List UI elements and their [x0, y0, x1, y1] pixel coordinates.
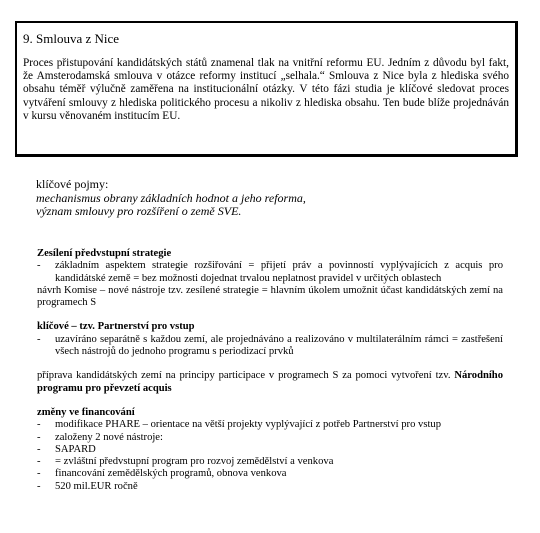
list-item-text: = zvláštní předvstupní program pro rozvoj zemědělství a venkova — [55, 456, 334, 468]
list-dash: - — [37, 468, 41, 480]
list-item — [37, 334, 503, 359]
key-terms — [36, 178, 504, 219]
paragraph: návrh Komise – nové nástroje tzv. zesílené strategie = hlavním úkolem umožnit účast kandidátských zemí na programech S — [37, 284, 503, 309]
list-item — [37, 432, 503, 444]
list-dash: - — [37, 419, 41, 431]
list-item — [37, 468, 503, 480]
list-item-text: financování zemědělských programů, obnova venkova — [55, 468, 287, 480]
key-term: mechanismus obrany základních hodnot a jeho reforma, — [36, 190, 306, 205]
list-item — [37, 456, 503, 468]
list-item-text: založeny 2 nové nástroje: — [55, 431, 163, 443]
list-dash: - — [37, 333, 41, 345]
list-item — [37, 260, 503, 285]
intro-box — [15, 21, 518, 157]
list-item-text: modifikace PHARE – orientace na větší projekty vyplývající z potřeb Partnerství pro vstup — [55, 419, 441, 431]
list-dash: - — [37, 443, 41, 455]
list-dash: - — [37, 480, 41, 492]
paragraph-text: příprava kandidátských zemí na principy participace v programech S za pomoci vytvoření tzv. — [37, 370, 455, 382]
list-item — [37, 444, 503, 456]
list-dash: - — [37, 431, 41, 443]
list-item-text: základním aspektem strategie rozšiřování = přijetí práv a povinností vyplývajících z acquis pro kandidátské země = bez možnosti dojednat trvalou neplatnost pravidel v určitých oblastech — [55, 260, 503, 284]
list-item — [37, 419, 503, 431]
chapter-title: 9. Smlouva z Nice — [23, 31, 120, 46]
paragraph — [37, 370, 503, 395]
section-heading: změny ve financování — [37, 406, 135, 418]
list-item-text: 520 mil.EUR ročně — [55, 480, 138, 492]
intro-text: Proces přistupování kandidátských států znamenal tlak na vnitřní reformu EU. Jedním z důvodu byl fakt, že Amsterodamská smlouva v otázce reformy institucí „selhala.“ Smlouva z Nice byla z hlediska svého obsahu téměř výlučně zaměřena na institucionální otázky. V této fázi studia je klíčové sledovat proces vytváření smlouvy z hlediska politického procesu a nikoliv z hlediska obsahu. Ten bude blíže projednáván v kursu věnovaném institucím EU. — [23, 57, 509, 122]
list-item-text: SAPARD — [55, 443, 96, 455]
paragraph-bold-text: Národního programu pro převzetí acquis — [37, 370, 503, 394]
list-item-text: uzavíráno separátně s každou zemí, ale projednáváno a realizováno v multilaterálním rámci = zastřešení všech nástrojů do jednoho programu s periodizací prvků — [55, 333, 503, 358]
list-dash: - — [37, 456, 41, 468]
key-terms-label: klíčové pojmy: — [36, 177, 109, 191]
notes-content — [37, 248, 503, 493]
section-heading: klíčové – tzv. Partnerství pro vstup — [37, 321, 195, 333]
list-item — [37, 481, 503, 493]
key-term: význam smlouvy pro rozšíření o země SVE. — [36, 204, 242, 218]
list-dash: - — [37, 260, 41, 272]
section-heading: Zesílení předvstupní strategie — [37, 248, 172, 259]
